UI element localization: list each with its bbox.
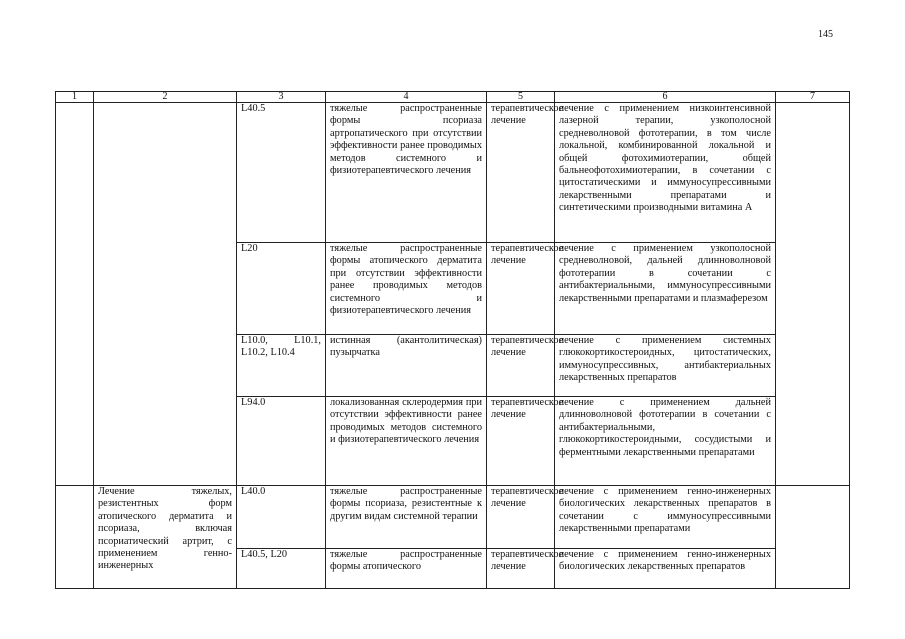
treatment-type: терапевтическое лечение (487, 486, 555, 549)
patient-model: локализованная склеродермия при отсутствии эффективности ранее проводимых методов системного и физиотерапевтического лечения (326, 397, 487, 486)
diagnosis-code: L94.0 (237, 397, 326, 486)
treatment-type: терапевтическое лечение (487, 549, 555, 589)
group-name: Лечение тяжелых, резистентных форм атопического дерматита и псориаза, включая псориатический артрит, с применением генно-инженерных (94, 486, 237, 589)
column-number: 4 (326, 92, 487, 103)
treatment-type: терапевтическое лечение (487, 243, 555, 335)
diagnosis-code: L20 (237, 243, 326, 335)
patient-model: тяжелые распространенные формы атопического (326, 549, 487, 589)
column-number-row (56, 92, 850, 103)
treatment-method: лечение с применением системных глюкокортикостероидных, цитостатических, иммуносупрессивных, антибактериальных лекарственных препаратов (555, 335, 776, 397)
patient-model: тяжелые распространенные формы псориаза, резистентные к другим видам системной терапии (326, 486, 487, 549)
column-number: 3 (237, 92, 326, 103)
cost-cell (776, 486, 850, 589)
treatment-type: терапевтическое лечение (487, 397, 555, 486)
treatment-type: терапевтическое лечение (487, 103, 555, 243)
patient-model: тяжелые распространенные формы псориаза артропатического при отсутствии эффективности ранее проводимых методов системного и физиотерапевтического лечения (326, 103, 487, 243)
patient-model: тяжелые распространенные формы атопического дерматита при отсутствии эффективности ранее проводимых методов системного и физиотерапевтического лечения (326, 243, 487, 335)
table-row (56, 103, 850, 243)
diagnosis-code: L40.0 (237, 486, 326, 549)
treatment-method: лечение с применением генно-инженерных биологических лекарственных препаратов в сочетании с иммуносупрессивными лекарственными препаратами (555, 486, 776, 549)
table-row (56, 486, 850, 549)
treatment-method: лечение с применением низкоинтенсивной лазерной терапии, узкополосной средневолновой фототерапии, в том числе локальной, комбинированной локальной и общей фотохимиотерапии, общей бальнеофотохимиотерапии, в сочетании с цитостатическими и иммуносупрессивными лекарственными препаратами и синтетическими производными витамина А (555, 103, 776, 243)
column-number: 1 (56, 92, 94, 103)
diagnosis-code: L10.0, L10.1, L10.2, L10.4 (237, 335, 326, 397)
treatment-method: лечение с применением узкополосной средневолновой, дальней длинноволновой фототерапии в сочетании с антибактериальными, иммуносупрессивными лекарственными препаратами и плазмаферезом (555, 243, 776, 335)
treatment-type: терапевтическое лечение (487, 335, 555, 397)
column-number: 2 (94, 92, 237, 103)
treatment-method: лечение с применением генно-инженерных биологических лекарственных препаратов (555, 549, 776, 589)
cost-cell (776, 103, 850, 486)
page-number: 145 (818, 29, 833, 40)
group-number-cell (56, 103, 94, 486)
group-number-cell (56, 486, 94, 589)
diagnosis-code: L40.5 (237, 103, 326, 243)
column-number: 5 (487, 92, 555, 103)
column-number: 6 (555, 92, 776, 103)
treatment-table (55, 91, 850, 589)
group-name-cell (94, 103, 237, 486)
treatment-method: лечение с применением дальней длинноволновой фототерапии в сочетании с антибактериальными, глюкокортикостероидными, сосудистыми и ферментными лекарственными препаратами (555, 397, 776, 486)
patient-model: истинная (акантолитическая) пузырчатка (326, 335, 487, 397)
diagnosis-code: L40.5, L20 (237, 549, 326, 589)
column-number: 7 (776, 92, 850, 103)
